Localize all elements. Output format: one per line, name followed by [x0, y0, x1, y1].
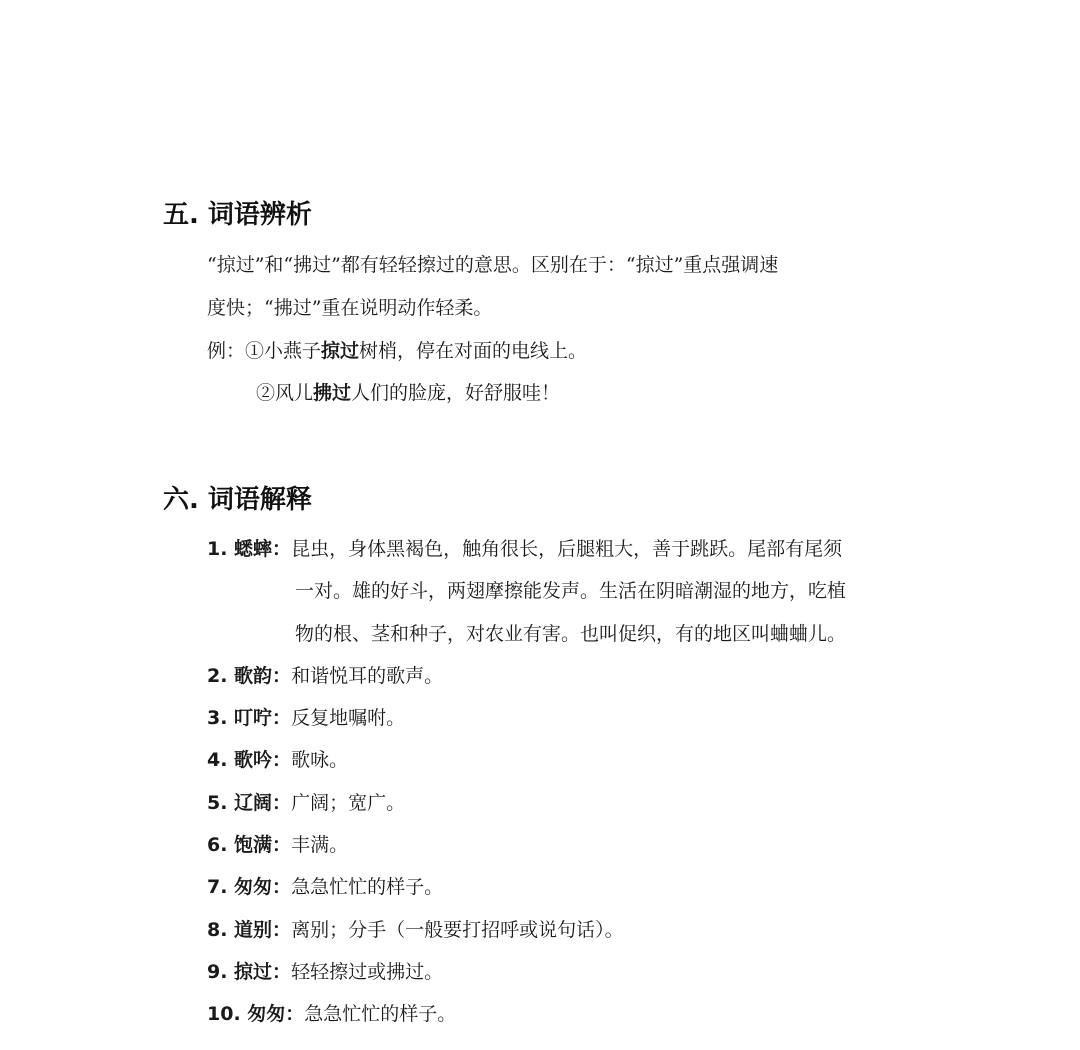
definition-text: 和谐悦耳的歌声。	[291, 665, 444, 687]
definition-text: 反复地嘱咐。	[291, 707, 406, 729]
definition-text: 离别；分手（一般要打招呼或说句话）。	[291, 919, 624, 941]
example-2-prefix: ②风儿	[256, 382, 314, 404]
definition-item	[207, 790, 405, 816]
definition-term: 2. 歌韵：	[207, 665, 292, 687]
definition-item	[207, 917, 624, 943]
definition-continuation: 物的根、茎和种子，对农业有害。也叫促织，有的地区叫蛐蛐儿。	[295, 623, 847, 645]
definition-text: 歌咏。	[291, 749, 349, 771]
definition-item	[207, 874, 443, 900]
example-2-rest: 人们的脸庞，好舒服哇！	[351, 382, 561, 404]
example-sentence-1	[207, 338, 587, 364]
example-prefix: 例：①小燕子	[207, 340, 322, 362]
analysis-paragraph-line-2: 度快；“拂过”重在说明动作轻柔。	[207, 297, 493, 319]
section-heading-word-explanation: 六. 词语解释	[163, 485, 312, 515]
section-heading-word-analysis: 五. 词语辨析	[163, 200, 312, 230]
analysis-paragraph-line-1: “掠过”和“拂过”都有轻轻擦过的意思。区别在于：“掠过”重点强调速	[207, 254, 779, 276]
definition-term: 5. 辽阔：	[207, 792, 292, 814]
example-1-rest: 树梢，停在对面的电线上。	[359, 340, 588, 362]
definition-term: 4. 歌吟：	[207, 749, 292, 771]
example-2-term: 拂过	[313, 382, 352, 404]
definition-item	[207, 705, 405, 731]
definition-text: 急急忙忙的样子。	[304, 1003, 457, 1025]
definition-item	[207, 536, 842, 562]
definition-text: 广阔；宽广。	[291, 792, 406, 814]
definition-term: 7. 匆匆：	[207, 876, 292, 898]
definition-term: 1. 蟋蟀：	[207, 538, 292, 560]
definition-term: 3. 叮咛：	[207, 707, 292, 729]
definition-text: 急急忙忙的样子。	[291, 876, 444, 898]
definition-text: 轻轻擦过或拂过。	[291, 961, 444, 983]
definition-text: 丰满。	[291, 834, 349, 856]
definition-term: 8. 道别：	[207, 919, 292, 941]
example-sentence-2	[256, 380, 560, 406]
definition-item	[207, 663, 443, 689]
definition-term: 6. 饱满：	[207, 834, 292, 856]
definition-item	[207, 832, 348, 858]
definition-item	[207, 959, 443, 985]
definition-term: 10. 匆匆：	[207, 1003, 305, 1025]
example-1-term: 掠过	[321, 340, 360, 362]
definition-continuation: 一对。雄的好斗，两翅摩擦能发声。生活在阴暗潮湿的地方，吃植	[295, 580, 847, 602]
definition-term: 9. 掠过：	[207, 961, 292, 983]
definition-item	[207, 747, 348, 773]
definition-text: 昆虫，身体黑褐色，触角很长，后腿粗大，善于跳跃。尾部有尾须	[291, 538, 843, 560]
definition-item	[207, 1001, 456, 1027]
